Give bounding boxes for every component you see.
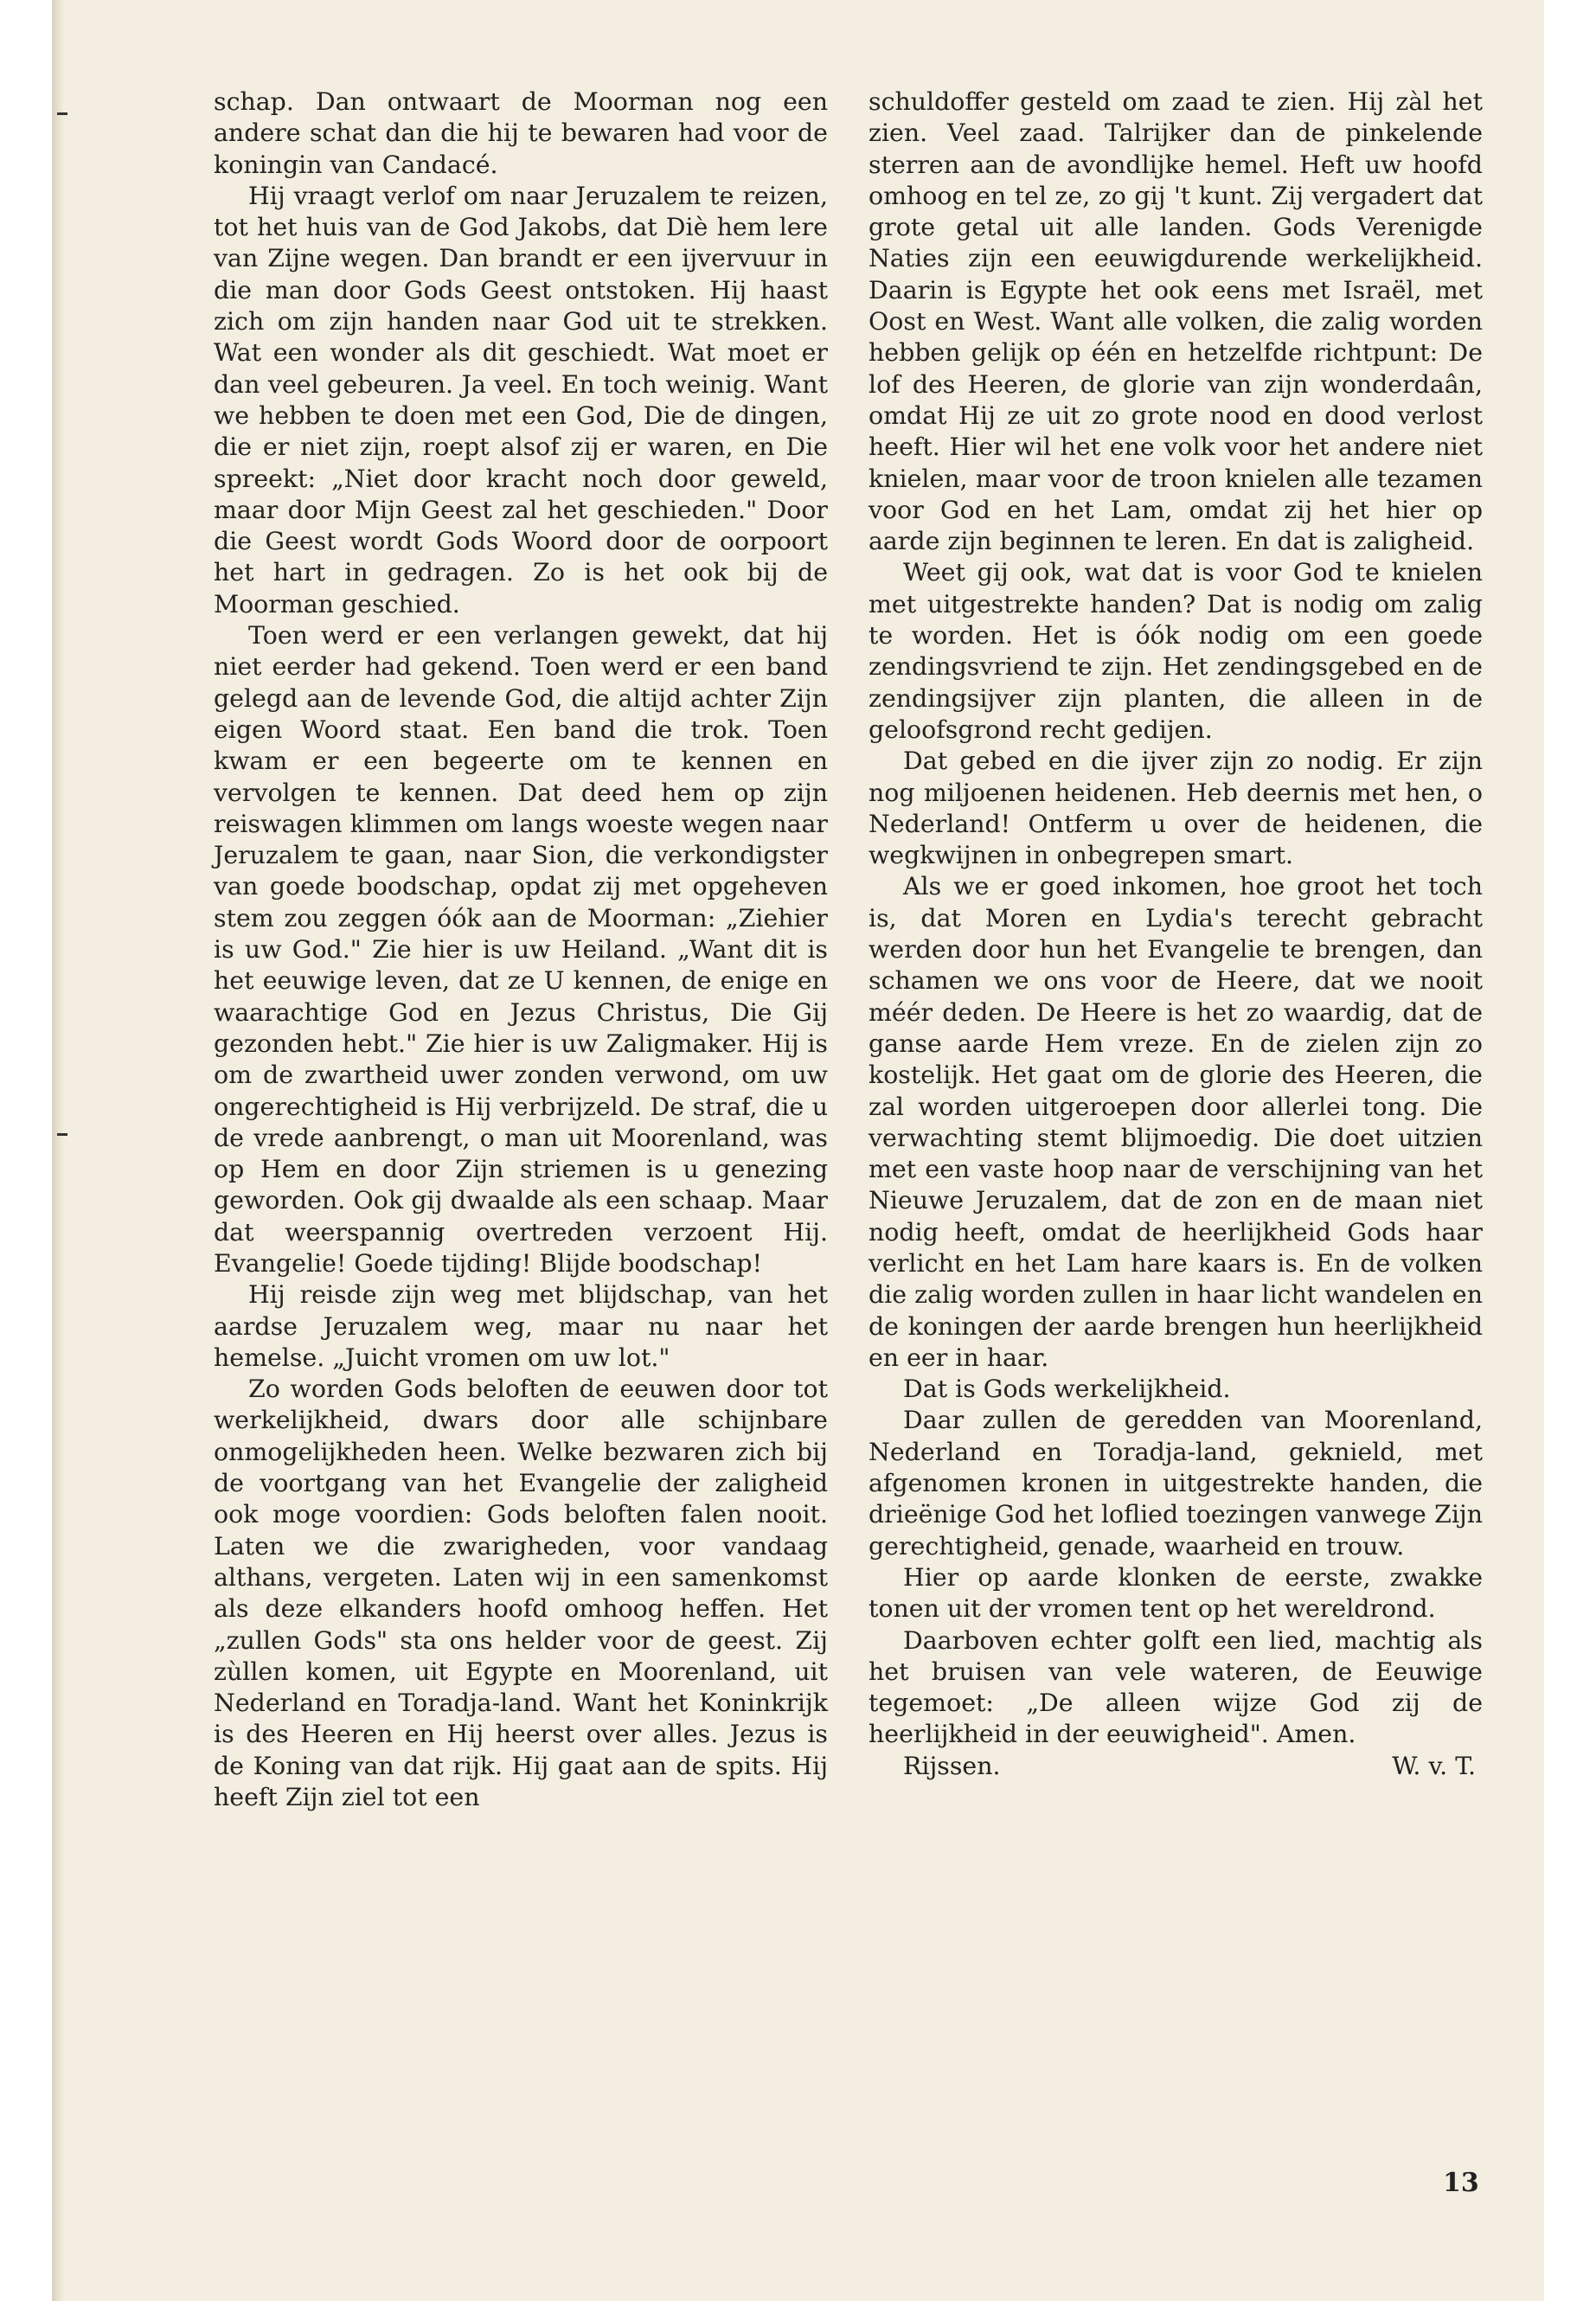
paragraph: Daar zullen de geredden van Moorenland, Nederland en Toradja-land, geknield, met afgenomen kronen in uitgestrekte handen, die drieënige God het loflied toezingen vanwege Zijn gerechtigheid, genade, waarheid en trouw. <box>869 1406 1483 1561</box>
book-page <box>52 0 1544 2301</box>
right-column <box>869 87 1483 1782</box>
signature-line <box>869 1751 1483 1782</box>
paragraph: Zo worden Gods beloften de eeuwen door tot werkelijkheid, dwars door alle schijnbare onmogelijkheden heen. Welke bezwaren zich bij de voortgang van het Evangelie der zaligheid ook moge voordien: Gods beloften falen nooit. Laten we die zwarigheden, voor vandaag althans, vergeten. Laten wij in een samenkomst als deze elkanders hoofd omhoog heffen. Het „zullen Gods" sta ons helder voor de geest. Zij zùllen komen, uit Egypte en Moorenland, uit Nederland en Toradja-land. Want het Koninkrijk is des Heeren en Hij heerst over alles. Jezus is de Koning van dat rijk. Hij gaat aan de spits. Hij heeft Zijn ziel tot een <box>214 1375 828 1812</box>
paragraph: Daarboven echter golft een lied, machtig als het bruisen van vele wateren, de Eeuwige tegemoet: „De alleen wijze God zij de heerlijkheid in der eeuwigheid". Amen. <box>869 1625 1483 1749</box>
page-edge-shadow <box>52 0 64 2301</box>
margin-mark <box>57 1133 67 1136</box>
margin-mark <box>57 112 67 115</box>
paragraph: Toen werd er een verlangen gewekt, dat hij niet eerder had gekend. Toen werd er een band gelegd aan de levende God, die altijd achter Zijn eigen Woord staat. Een band die trok. Toen kwam er een begeerte om te kennen en vervolgen te kennen. Dat deed hem op zijn reiswagen klimmen om langs woeste wegen naar Jeruzalem te gaan, naar Sion, die verkondigster van goede boodschap, opdat zij met opgeheven stem zou zeggen óók aan de Moorman: „Ziehier is uw God." Zie hier is uw Heiland. „Want dit is het eeuwige leven, dat ze U kennen, de enige en waarachtige God en Jezus Christus, Die Gij gezonden hebt." Zie hier is uw Zaligmaker. Hij is om de zwartheid uwer zonden verwond, om uw ongerechtigheid is Hij verbrijzeld. De straf, die u de vrede aanbrengt, o man uit Moorenland, was op Hem en door Zijn striemen is u genezing geworden. Ook gij dwaalde als een schaap. Maar dat weerspannig overtreden verzoent Hij. Evangelie! Goede tijding! Blijde boodschap! <box>214 621 828 1278</box>
paragraph: Hij vraagt verlof om naar Jeruzalem te reizen, tot het huis van de God Jakobs, dat Diè hem lere van Zijne wegen. Dan brandt er een ijvervuur in die man door Gods Geest ontstoken. Hij haast zich om zijn handen naar God uit te strekken. Wat een wonder als dit geschiedt. Wat moet er dan veel gebeuren. Ja veel. En toch weinig. Want we hebben te doen met een God, Die de dingen, die er niet zijn, roept alsof zij er waren, en Die spreekt: „Niet door kracht noch door geweld, maar door Mijn Geest zal het geschieden." Door die Geest wordt Gods Woord door de oorpoort het hart in gedragen. Zo is het ook bij de Moorman geschied. <box>214 181 828 619</box>
page-number: 13 <box>1443 2168 1479 2198</box>
paragraph: schap. Dan ontwaart de Moorman nog een andere schat dan die hij te bewaren had voor de koningin van Candacé. <box>214 87 828 179</box>
paragraph: schuldoffer gesteld om zaad te zien. Hij zàl het zien. Veel zaad. Talrijker dan de pinkelende sterren aan de avondlijke hemel. Heft uw hoofd omhoog en tel ze, zo gij 't kunt. Zij vergadert dat grote getal uit alle landen. Gods Verenigde Naties zijn een eeuwigdurende werkelijkheid. Daarin is Egypte het ook eens met Israël, met Oost en West. Want alle volken, die zalig worden hebben gelijk op één en hetzelfde richtpunt: De lof des Heeren, de glorie van zijn wonderdaân, omdat Hij ze uit zo grote nood en dood verlost heeft. Hier wil het ene volk voor het andere niet knielen, maar voor de troon knielen alle tezamen voor God en het Lam, omdat zij het hier op aarde zijn beginnen te leren. En dat is zaligheid. <box>869 87 1483 556</box>
paragraph: Hij reisde zijn weg met blijdschap, van het aardse Jeruzalem weg, maar nu naar het hemelse. „Juicht vromen om uw lot." <box>214 1280 828 1372</box>
paragraph: Als we er goed inkomen, hoe groot het toch is, dat Moren en Lydia's terecht gebracht werden door hun het Evangelie te brengen, dan schamen we ons voor de Heere, dat we nooit méér deden. De Heere is het zo waardig, dat de ganse aarde Hem vreze. En de zielen zijn zo kostelijk. Het gaat om de glorie des Heeren, die zal worden uitgeroepen door allerlei tong. Die verwachting stemt blijmoedig. Die doet uitzien met een vaste hoop naar de verschijning van het Nieuwe Jeruzalem, dat de zon en de maan niet nodig heeft, omdat de heerlijkheid Gods haar verlicht en het Lam hare kaars is. En de volken die zalig worden zullen in haar licht wandelen en de koningen der aarde brengen hun heerlijkheid en eer in haar. <box>869 872 1483 1372</box>
left-column <box>214 87 828 1813</box>
paragraph: Hier op aarde klonken de eerste, zwakke tonen uit der vromen tent op het wereldrond. <box>869 1562 1483 1624</box>
author-initials: W. v. T. <box>1392 1751 1476 1780</box>
place-name: Rijssen. <box>903 1751 1001 1780</box>
paragraph: Dat is Gods werkelijkheid. <box>903 1375 1231 1404</box>
paragraph: Dat gebed en die ijver zijn zo nodig. Er zijn nog miljoenen heidenen. Heb deernis met hen, o Nederland! Ontferm u over de heidenen, die wegkwijnen in onbegrepen smart. <box>869 747 1483 870</box>
paragraph: Weet gij ook, wat dat is voor God te knielen met uitgestrekte handen? Dat is nodig om zalig te worden. Het is óók nodig om een goede zendingsvriend te zijn. Het zendingsgebed en de zendingsijver zijn planten, die alleen in de geloofsgrond recht gedijen. <box>869 558 1483 744</box>
